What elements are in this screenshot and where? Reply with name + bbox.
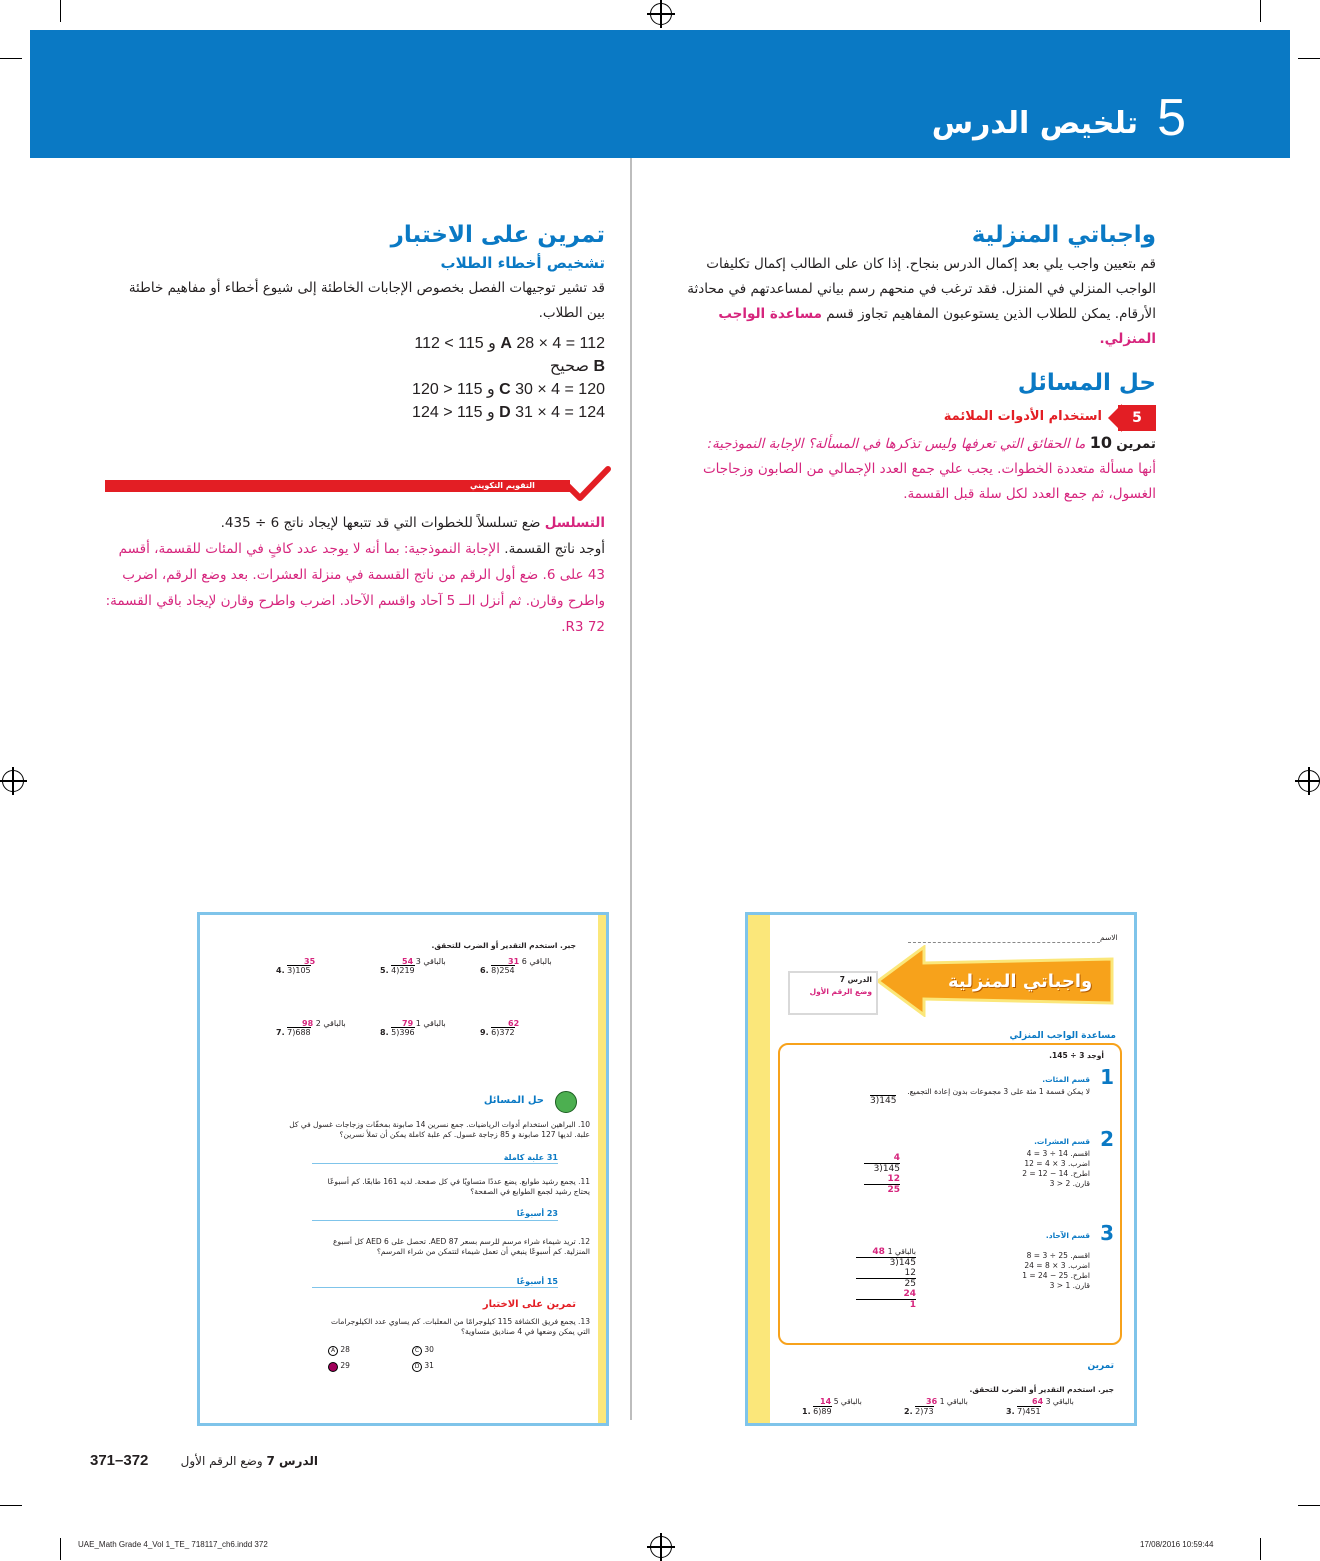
homework-line-text: الأرقام. يمكن للطلاب الذين يستوعبون المفاهيم تجاوز قسم [822,306,1156,322]
thumb-ans10: 31 علبة كاملة [503,1153,558,1162]
thumb-lesson-box [788,971,878,1015]
option-text: 30 × 4 = 120 و 115 < 120 [412,381,605,398]
division-expr: 8)254 [491,966,515,975]
step-2-number: 2 [1100,1127,1114,1151]
formative-answer-line: 43 على 6. ضع أول الرقم من ناتج القسمة في منزلة العشرات. بعد وضع الرقم، اضرب [122,567,605,583]
step-line: اضرب. 3 × 4 = 12 [1024,1159,1090,1168]
problem-number: 9. [480,1028,489,1037]
division-expr: 3)105 [287,966,311,975]
choice-bubble[interactable]: A [328,1346,338,1356]
ex-line: 12. تريد شيماء شراء مرسم للرسم بسعر AED 87. تحصل على AED 6 كل أسبوع [333,1237,590,1246]
strategy-label: استخدام الأدوات الملائمة [943,409,1102,424]
step-1-title: قسم المئات. [1042,1075,1090,1084]
thumb-ex12 [210,1237,590,1257]
division-expr: 5)396 [391,1028,415,1037]
problem-number: 1. [802,1407,811,1416]
answer-line [312,1163,558,1164]
step-3-work [856,1247,916,1310]
work-line: 12 [864,1174,900,1185]
step-1-number: 1 [1100,1065,1114,1089]
crop-mark [1298,58,1320,59]
work-line: 4 [893,1153,900,1163]
lesson-ref-bold: الدرس 7 [266,1454,318,1468]
work-line: 24 [856,1289,916,1300]
choice-a [328,1345,350,1356]
step-3-title: قسم الآحاد. [1045,1231,1090,1240]
file-slug: UAE_Math Grade 4_Vol 1_TE_ 718117_ch6.indd 372 [78,1540,268,1549]
ex-line: يحتاج رشيد لجمع الطوابع في الصفحة؟ [470,1187,590,1196]
column-divider [630,158,632,1420]
registration-mark-icon [650,1536,672,1558]
test-practice-title: تمرين على الاختبار [390,222,605,248]
work-line: 1 [909,1300,916,1310]
thumb-practice-instr: جبر. استخدم التقدير أو الضرب للتحقق. [969,1385,1114,1394]
thumb-practice-title: تمرين [1087,1361,1114,1371]
division-expr: 7)451 [1017,1407,1041,1416]
formative-answer-line: 72 R3. [561,619,605,635]
division-expr: 4)219 [391,966,415,975]
work-line: 25 [887,1185,900,1195]
homework-title: واجباتي المنزلية [971,222,1156,248]
intro-line: بين الطلاب. [538,305,605,321]
thumb-spine [748,915,770,1423]
option-text: 28 × 4 = 112 و 115 > 112 [414,335,605,352]
division-expr: 6)89 [813,1407,832,1416]
problem-number: 4. [276,966,285,975]
student-page-thumbnail-right [745,912,1137,1426]
crop-mark [1298,1505,1320,1506]
registration-mark-icon [1298,770,1320,792]
remainder: 5 بالباقي [833,1397,862,1406]
thumb-ex10 [210,1120,590,1140]
remainder: 3 بالباقي [1045,1397,1074,1406]
homework-line: الواجب المنزلي في المنزل. فقد ترغب في منحهم رسم بياني لمساعدتهم في محادثة [687,281,1156,297]
step-1-division: 3)145 [870,1096,897,1106]
exercise-10 [660,430,1156,507]
quotient: 64 [1032,1397,1044,1406]
quotient: 98 [302,1019,314,1028]
quotient: 31 [508,957,520,966]
step-line: قارن. 2 < 3 [1049,1179,1090,1188]
formative-text [105,510,605,640]
chapter-title: تلخيص الدرس [931,106,1138,141]
thumb-ps-title: حل المسائل [483,1095,544,1106]
formative-line [105,536,605,562]
crop-mark [1260,1538,1261,1560]
work-line: 3)145 [856,1257,916,1268]
quotient: 62 [508,1019,520,1028]
thumb-name-label: الاسم [1100,933,1118,942]
ex-line: التي يمكن وضعها في 4 صناديق متساوية؟ [460,1327,590,1336]
option-text: 31 × 4 = 124 و 115 < 124 [412,404,605,421]
lesson-title: وضع الرقم الأول [809,987,872,996]
remainder: 2 بالباقي [315,1019,346,1028]
choice-value: 28 [340,1345,350,1354]
homework-paragraph [660,252,1156,352]
option-text: صحيح [549,358,589,375]
step-3-lines [1022,1251,1090,1291]
option-letter: C [499,381,511,398]
work-line: 3)145 [864,1163,900,1174]
answer-options [105,332,605,424]
quotient: 36 [926,1397,938,1406]
ex-line: 10. البراهين استخدام أدوات الرياضيات. جمع نسرين 14 صابونة بمخفّات وزجاجات غسول في كل [289,1120,590,1129]
division-expr: 2)73 [915,1407,934,1416]
globe-icon [555,1091,577,1113]
option-letter: D [499,404,511,421]
thumb-name-line [908,941,1100,943]
thumb-banner-title: واجباتي المنزلية [948,971,1093,992]
quotient: 48 [872,1247,885,1257]
choice-bubble[interactable]: D [412,1362,422,1372]
answer-option [105,401,605,424]
answer-line [312,1287,558,1288]
problem-number: 5. [380,966,389,975]
formative-label: التسلسل [544,515,605,531]
quotient: 54 [402,957,414,966]
problem-number: 8. [380,1028,389,1037]
choice-value: 31 [424,1361,434,1370]
step-3-number: 3 [1100,1221,1114,1245]
homework-help-link[interactable]: مساعدة الواجب المنزلي. [718,306,1156,347]
test-practice-intro [105,276,605,326]
crop-mark [60,1538,61,1560]
crop-mark [0,58,22,59]
ex-line: 11. يجمع رشيد طوابع. يضع عددًا متساويًا في كل صفحة. لديه 161 طابعًا. كم أسبوعًا [327,1177,590,1186]
work-line: 25 [904,1279,916,1289]
problem-number: 2. [904,1407,913,1416]
checkmark-icon [565,466,611,502]
lesson-label: الدرس 7 [839,975,872,984]
answer-option [105,332,605,355]
strategy-number-badge: 5 [1118,405,1156,431]
step-line: اقسم. 14 ÷ 3 = 4 [1026,1149,1090,1158]
choice-d [412,1361,434,1372]
step-line: اطرح. 25 − 24 = 1 [1022,1271,1090,1280]
choice-value: 29 [340,1361,350,1370]
problem-number: 3. [1006,1407,1015,1416]
choice-value: 30 [424,1345,434,1354]
exercise-label: تمرين [1116,436,1156,452]
thumb-instructions: جبر. استخدم التقدير أو الضرب للتحقق. [431,941,576,950]
exercise-line: الغسول، ثم جمع العدد لكل سلة قبل القسمة. [903,486,1156,502]
formative-answer: الإجابة النموذجية: بما أنه لا يوجد عدد كافٍ في المئات للقسمة، أقسم [118,541,505,557]
remainder: 3 بالباقي [415,957,446,966]
thumb-ans11: 23 أسبوعًا [516,1209,558,1218]
remainder: 1 بالباقي [415,1019,446,1028]
practice-2 [904,1397,968,1416]
formative-question-end: أوجد ناتج القسمة. [504,541,605,557]
practice-3 [1006,1397,1074,1416]
work-line: 12 [856,1268,916,1279]
test-practice-section [105,222,605,424]
remainder: 1 بالباقي [887,1247,916,1256]
answer-option [105,378,605,401]
crop-mark [1260,0,1261,22]
thumb-ex13 [210,1317,590,1337]
answer-line [312,1220,558,1221]
step-2-work [864,1153,900,1195]
problem-number: 6. [480,966,489,975]
thumb-problem-6 [480,957,552,975]
thumb-problem-9 [480,1019,519,1037]
practice-1 [802,1397,862,1416]
choice-c [412,1345,434,1356]
quotient: 35 [304,957,316,966]
formative-answer-line: واطرح وقارن. ثم أنزل الــ 5 آحاد واقسم الآحاد. اضرب واطرح وقارن لإيجاد باقي القسمة: [105,593,605,609]
thumb-problem-8 [380,1019,446,1037]
exercise-line: أنها مسألة متعددة الخطوات. يجب علي جمع العدد الإجمالي من الصابون وزجاجات [702,461,1156,477]
division-expr: 6)372 [491,1028,515,1037]
step-line: اطرح. 14 − 12 = 2 [1022,1169,1090,1178]
registration-mark-icon [2,770,24,792]
choice-bubble-selected[interactable]: B [328,1362,338,1372]
lesson-ref-text: وضع الرقم الأول [180,1454,267,1468]
step-1-text: لا يمكن قسمة 1 مئة على 3 مجموعات بدون إعادة التجميع. [907,1087,1090,1096]
remainder: 1 بالباقي [939,1397,968,1406]
division-expr: 7)688 [287,1028,311,1037]
formative-question: ضع تسلسلاً للخطوات التي قد تتبعها لإيجاد ناتج 6 ÷ 435. [220,515,541,531]
homework-section [660,222,1156,396]
registration-mark-icon [650,3,672,25]
homework-line [660,302,1156,352]
step-line: اقسم. 25 ÷ 3 = 8 [1026,1251,1090,1260]
quotient: 14 [820,1397,832,1406]
student-page-thumbnail-left [197,912,609,1426]
thumb-find: أوجد 3 ÷ 145. [1049,1051,1104,1060]
ex-line: علبة. لديها 127 صابونة و 85 زجاجة غسول. كم علبة كاملة يمكن أن تملأ نسرين؟ [339,1130,590,1139]
thumb-spine [598,915,606,1423]
thumb-help-title: مساعدة الواجب المنزلي [1009,1031,1116,1041]
thumb-problem-5 [380,957,446,975]
step-2-lines [1022,1149,1090,1189]
quotient: 79 [402,1019,414,1028]
option-letter: A [500,335,512,352]
thumb-ans12: 15 أسبوعًا [516,1277,558,1286]
thumb-tp-title: تمرين على الاختبار [482,1299,576,1310]
thumb-problem-4 [276,957,315,975]
page-numbers: 371–372 [90,1452,149,1469]
homework-line: قم بتعيين واجب يلي بعد إكمال الدرس بنجاح. إذا كان على الطالب إكمال تكليفات [706,256,1156,272]
ex-line: 13. يجمع فريق الكشافة 115 كيلوجرامًا من المعلبات. كم يساوي عدد الكيلوجرامات [330,1317,590,1326]
crop-mark [0,1505,22,1506]
problem-number: 7. [276,1028,285,1037]
exercise-number: 10 [1089,433,1112,452]
choice-bubble[interactable]: C [412,1346,422,1356]
formative-line [105,510,605,536]
ex-line: المنزلية. كم أسبوعًا ينبغي أن تعمل شيماء لتتمكن من شراء المرسم؟ [376,1247,590,1256]
choice-b [328,1361,350,1372]
lesson-reference [150,1454,318,1468]
thumb-ex11 [210,1177,590,1197]
work-quotient [856,1247,916,1257]
option-letter: B [593,358,605,375]
answer-option [105,355,605,378]
exercise-line [660,430,1156,457]
test-practice-subtitle: تشخيص أخطاء الطلاب [440,254,605,272]
step-2-title: قسم العشرات. [1034,1137,1090,1146]
problem-solving-title: حل المسائل [1017,370,1156,396]
intro-line: قد تشير توجيهات الفصل بخصوص الإجابات الخاطئة إلى شيوع أخطاء أو مفاهيم خاطئة [128,280,605,296]
chapter-number: 5 [1157,89,1186,147]
remainder: 6 بالباقي [521,957,552,966]
step-line: اضرب. 3 × 8 = 24 [1024,1261,1090,1270]
crop-mark [60,0,61,22]
step-line: قارن. 1 < 3 [1049,1281,1090,1290]
date-slug: 17/08/2016 10:59:44 [1140,1540,1214,1549]
thumb-problem-7 [276,1019,346,1037]
formative-badge: التقويم التكويني [470,481,535,490]
exercise-text: ما الحقائق التي تعرفها وليس تذكرها في المسألة؟ الإجابة النموذجية: [707,436,1086,452]
